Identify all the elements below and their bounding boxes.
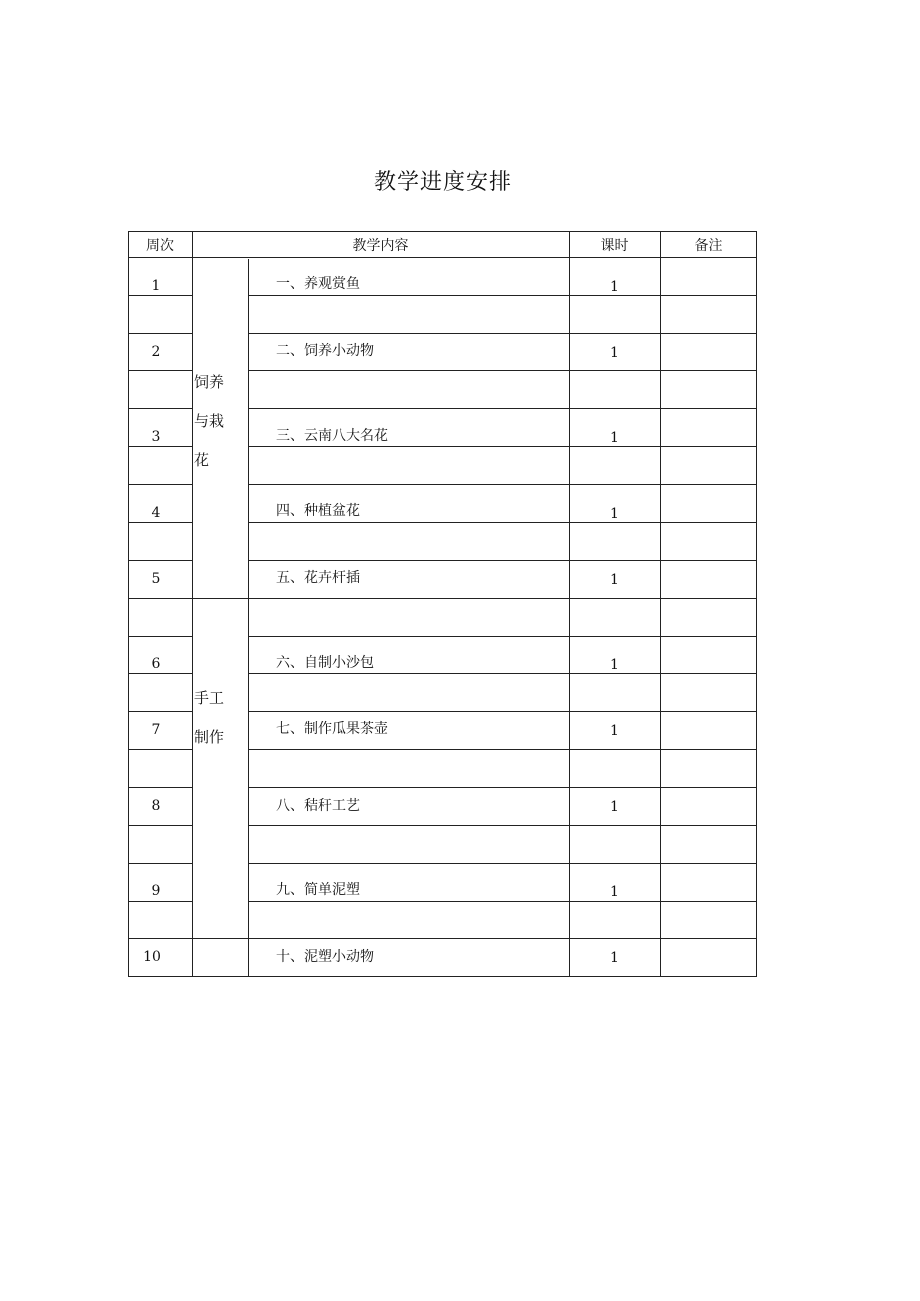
row-divider xyxy=(248,333,757,334)
header-content: 教学内容 xyxy=(352,238,409,254)
row-divider xyxy=(248,484,757,485)
unit-label-2 xyxy=(194,688,246,747)
lesson-topic: 三、云南八大名花 xyxy=(276,428,388,444)
lesson-hours: 1 xyxy=(610,884,619,900)
row-divider xyxy=(248,446,757,447)
week-number: 9 xyxy=(151,883,161,899)
row-divider xyxy=(128,484,192,485)
row-divider xyxy=(128,522,192,523)
lesson-hours: 1 xyxy=(610,950,619,966)
row-divider xyxy=(248,295,757,296)
week-number: 5 xyxy=(151,571,161,587)
unit-label-line: 制作 xyxy=(194,728,225,746)
row-divider xyxy=(128,749,192,750)
table-border xyxy=(128,231,757,977)
row-divider xyxy=(192,938,248,939)
week-number: 4 xyxy=(151,505,161,521)
column-divider xyxy=(248,259,249,977)
row-divider xyxy=(128,825,192,826)
row-divider xyxy=(128,673,192,674)
lesson-hours: 1 xyxy=(610,572,619,588)
row-divider xyxy=(128,598,192,599)
column-divider xyxy=(569,231,570,977)
unit-label-line: 饲养 xyxy=(194,373,225,391)
column-divider xyxy=(192,231,193,977)
lesson-topic: 二、饲养小动物 xyxy=(276,343,374,359)
lesson-hours: 1 xyxy=(610,345,619,361)
lesson-hours: 1 xyxy=(610,723,619,739)
header-hours: 课时 xyxy=(600,238,629,254)
row-divider xyxy=(248,408,757,409)
week-number: 6 xyxy=(151,656,161,672)
week-number: 3 xyxy=(151,429,161,445)
row-divider xyxy=(128,636,192,637)
row-divider xyxy=(128,408,192,409)
lesson-topic: 九、简单泥塑 xyxy=(276,882,360,898)
lesson-hours: 1 xyxy=(610,506,619,522)
row-divider xyxy=(128,295,192,296)
row-divider xyxy=(128,446,192,447)
week-number: 7 xyxy=(151,722,161,738)
lesson-topic: 十、泥塑小动物 xyxy=(276,949,374,965)
lesson-hours: 1 xyxy=(610,657,619,673)
lesson-topic: 六、自制小沙包 xyxy=(276,655,374,671)
lesson-topic: 七、制作瓜果茶壶 xyxy=(276,721,388,737)
row-divider xyxy=(248,673,757,674)
lesson-topic: 一、养观赏鱼 xyxy=(276,276,360,292)
row-divider xyxy=(128,257,757,258)
row-divider xyxy=(248,636,757,637)
row-divider xyxy=(128,370,192,371)
row-divider xyxy=(248,598,757,599)
column-divider xyxy=(660,231,661,977)
header-notes: 备注 xyxy=(694,238,723,254)
row-divider xyxy=(248,711,757,712)
row-divider xyxy=(128,938,192,939)
page-title: 教学进度安排 xyxy=(373,170,512,195)
lesson-topic: 四、种植盆花 xyxy=(276,503,360,519)
row-divider xyxy=(128,901,192,902)
unit-label-line: 花 xyxy=(194,451,210,469)
row-divider xyxy=(248,825,757,826)
row-divider xyxy=(248,901,757,902)
row-divider xyxy=(248,522,757,523)
week-number: 8 xyxy=(151,798,161,814)
lesson-topic: 五、花卉杆插 xyxy=(276,570,360,586)
row-divider xyxy=(248,749,757,750)
week-number: 1 xyxy=(151,278,161,294)
row-divider xyxy=(128,863,192,864)
lesson-hours: 1 xyxy=(610,279,619,295)
lesson-hours: 1 xyxy=(610,799,619,815)
lesson-topic: 八、秸秆工艺 xyxy=(276,798,360,814)
row-divider xyxy=(128,711,192,712)
row-divider xyxy=(248,560,757,561)
row-divider xyxy=(192,598,248,599)
schedule-table xyxy=(128,231,757,977)
row-divider xyxy=(248,787,757,788)
header-week: 周次 xyxy=(146,238,174,254)
lesson-hours: 1 xyxy=(610,430,619,446)
row-divider xyxy=(248,370,757,371)
week-number: 2 xyxy=(151,344,161,360)
unit-label-1 xyxy=(194,372,246,470)
row-divider xyxy=(128,333,192,334)
row-divider xyxy=(128,787,192,788)
week-number: 10 xyxy=(143,949,161,965)
row-divider xyxy=(248,938,757,939)
row-divider xyxy=(128,560,192,561)
row-divider xyxy=(248,863,757,864)
unit-label-line: 与栽 xyxy=(194,412,225,430)
unit-label-line: 手工 xyxy=(194,689,225,707)
